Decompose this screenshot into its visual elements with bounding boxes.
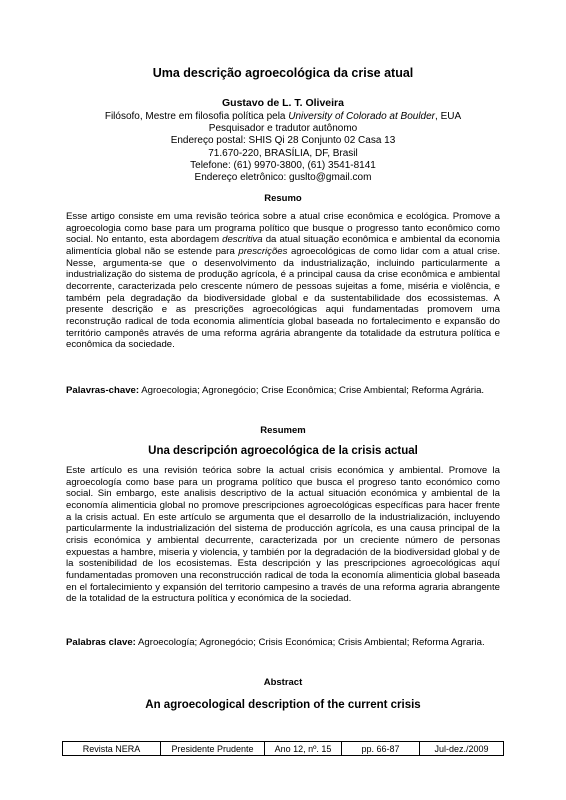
- email-line: Endereço eletrônico: guslto@gmail.com: [194, 172, 372, 184]
- affiliation-suffix: , EUA: [435, 111, 462, 122]
- article-title: Uma descrição agroecológica da crise atual: [152, 66, 414, 80]
- footer-date: Jul-dez./2009: [434, 743, 489, 754]
- affiliation-line: [0, 111, 566, 123]
- resumen-keywords-label: Palabras clave:: [66, 637, 136, 648]
- author-affiliation-block: [0, 111, 566, 184]
- footer-city: Presidente Prudente: [161, 742, 265, 755]
- resumo-heading: Resumo: [264, 193, 302, 204]
- resumen-keywords: [66, 637, 500, 649]
- footer-journal: Revista NERA: [63, 742, 161, 755]
- resumo-text-part-3: agroecológicas de como lidar com a atual crise. Nesse, argumenta-se que o desenvolvimento da industrialização, incluindo particularmente a industrialização do sistema de produção agrícola, é a principal causa da crise econômica e ambiental decorrente, caracterizada pelo crescente número de pessoas sujeitas a fome, miséria e violência, e também pela degradação da biodiversidade global e da sustentabilidade dos ecossistemas. A presente descrição e as prescrições agroecológicas aqui fundamentadas promovem uma reconstrução radical de toda economia alimentícia global baseada no fortalecimento e expansão do território camponês através de uma reforma agrária abrangente da totalidade da estrutura política e econômica da sociedade.: [66, 245, 500, 351]
- affiliation-university: University of Colorado at Boulder: [288, 111, 436, 122]
- resumen-heading: Resumem: [260, 425, 306, 436]
- resumo-keywords: [66, 385, 500, 397]
- resumo-emphasis-1: descritiva: [222, 234, 263, 246]
- postal-address-line-1: Endereço postal: SHIS Qi 28 Conjunto 02 Casa 13: [170, 135, 396, 147]
- resumen-keywords-list: Agroecología; Agronegócio; Crisis Económica; Crisis Ambiental; Reforma Agraria.: [135, 637, 485, 648]
- phone-line: Telefone: (61) 9970-3800, (61) 3541-8141: [190, 159, 376, 171]
- resumo-keywords-list: Agroecologia; Agronegócio; Crise Econômica; Crise Ambiental; Reforma Agrária.: [139, 385, 485, 396]
- resumo-text-part-2: da atual situação econômica e ambiental da economia alimentícia global não se estende para: [66, 234, 500, 257]
- footer-issue: Ano 12, nº. 15: [265, 742, 342, 755]
- resumen-paragraph: Este artículo es una revisión teórica sobre la actual crisis económica y ambiental. Promove la agroecología como base para un programa político que busca el progreso tanto económico como social. Sin embargo, este analisis descriptivo de la actual situación económica y ambiental de la economía alimenticia global no promove prescripciones agroecológicas específicas para hacer frente a la crisis actual. En este artículo se argumenta que el desarrollo de la industrialización, incluyendo particularmente la industrialización del sistema de producción agrícola, es una causa principal de la crisis económica y ambiental decurrente, caracterizada por un creciente número de personas expuestas a hambre, miseria y violencia, y también por la degradación de la biodiversidad global y de la sostenibilidad de los ecosistemas. Esta descripción y las prescripciones agroecológicas aquí fundamentadas promoven una reconstrucción radical de toda la economía alimenticia global baseada en el fortalecimiento y expansión del territorio campesino a través de una reforma agraria abrangente de la totalidad de la estructura política y económica de la sociedad.: [66, 465, 500, 605]
- abstract-title: An agroecological description of the current crisis: [145, 699, 421, 711]
- resumen-title: Una descripción agroecológica de la crisis actual: [148, 445, 418, 457]
- resumo-emphasis-2: prescrições: [238, 245, 288, 257]
- resumo-keywords-label: Palavras-chave:: [66, 385, 140, 396]
- author-role: Pesquisador e tradutor autônomo: [208, 123, 358, 135]
- author-name: Gustavo de L. T. Oliveira: [222, 97, 344, 109]
- abstract-heading: Abstract: [263, 677, 303, 688]
- affiliation-prefix: Filósofo, Mestre em filosofia política pela: [104, 111, 289, 122]
- postal-address-line-2: 71.670-220, BRASÍLIA, DF, Brasil: [208, 147, 358, 159]
- resumo-paragraph: [66, 211, 500, 351]
- footer-pages: pp. 66-87: [342, 742, 420, 755]
- journal-footer: [62, 741, 504, 756]
- resumo-text-part-1: Esse artigo consiste em uma revisão teórica sobre a atual crise econômica e ecológica. Promove a agroecologia como base para um programa político que busque o progresso tanto econômico como social. No entanto, esta abordagem: [66, 211, 500, 246]
